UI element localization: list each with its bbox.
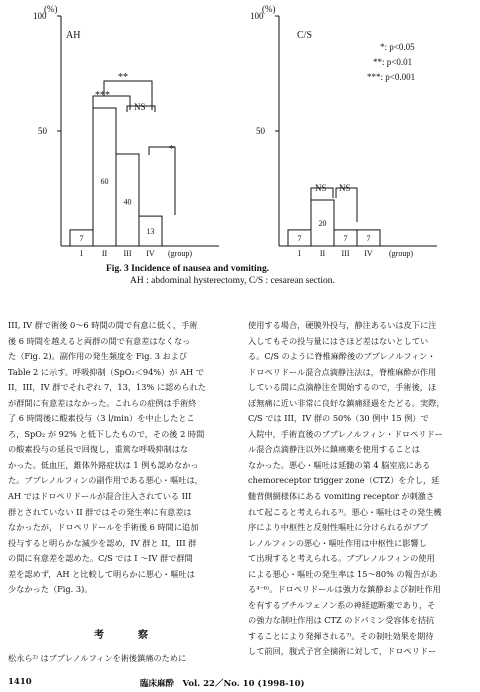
cs-category-label-ii: II [319, 249, 326, 258]
right-column-line: て出現すると考えられる。ブプレノルフィンの使用 [248, 553, 435, 564]
cs-x-suffix: (group) [389, 249, 413, 258]
left-column-line: III, IV 群で術後 0～6 時間の間で有意に低く，手術 [8, 320, 198, 330]
ah-y-unit: (%) [44, 4, 58, 14]
legend-item-3: ***: p<0.001 [367, 72, 416, 82]
right-column-line: る。C/S のように脊椎麻酔後のブプレノルフィン・ [248, 351, 436, 362]
ah-ytick-100: 100 [33, 11, 47, 21]
right-column-line: することにより発揮される⁷⁾。その制吐効果を期待 [248, 630, 434, 641]
right-column-line: ドロペリドール混合点滴静注法は，脊椎麻酔が作用 [248, 366, 437, 377]
page-number: 1410 [8, 677, 32, 687]
right-column-line: 序により中枢性と反射性嘔吐に分けられるがブプ [248, 522, 429, 533]
ah-category-label-ii: II [101, 249, 108, 258]
ah-value-label-iii: 40 [123, 197, 132, 207]
ah-sig-label-1: ** [118, 72, 128, 83]
left-column-line: 投与すると明らかな減少を認め，IV 群と II，III 群 [8, 537, 197, 548]
journal-citation: 臨床麻酔 Vol. 22／No. 10 (1998-10) [140, 679, 305, 689]
significance-legend [367, 42, 415, 82]
right-column [248, 318, 474, 660]
left-column-line: Table 2 に示す。呼吸抑制（SpO₂＜94%）が AH で [8, 366, 204, 377]
left-column-line: なかったが，ドロペリドールを手術後 6 時間に追加 [8, 522, 199, 533]
left-column-line: 後 6 時間を越えると両群の間で有意差はなくなっ [8, 335, 191, 346]
ah-category-label-i: I [80, 249, 83, 258]
left-column-line: 差を認めず，AH と比較して明らかに悪心・嘔吐は [8, 568, 195, 579]
right-column-line: の強力な制吐作用は CTZ のドパミン受容体を拮抗 [248, 615, 435, 626]
left-column-line: た（Fig. 2)。副作用の発生頻度を Fig. 3 および [8, 351, 188, 362]
ah-value-label-iv: 13 [146, 227, 155, 237]
right-column-line: なかった。悪心・嘔吐は延髄の第 4 脳室底にある [248, 459, 431, 470]
cs-category-label-iv: IV [364, 249, 373, 258]
ah-sig-bracket-4 [149, 147, 175, 215]
cs-sig-label-1: NS [315, 183, 327, 193]
left-column-line: AH ではドロペリドールが混合注入されている III [8, 491, 192, 502]
legend-item-2: **: p<0.01 [373, 57, 413, 67]
cs-ytick-100: 100 [250, 11, 264, 21]
cs-ytick-50: 50 [256, 126, 265, 136]
section-heading: 考 察 [94, 630, 160, 641]
left-column-line: ろ，SpO₂ が 92% と低下したもので，その後 2 時間 [8, 428, 205, 439]
cs-sig-bracket-2 [336, 188, 357, 222]
left-column-line: の酸素投与の延長で回復し，重篤な呼吸抑制はな [8, 444, 189, 455]
cs-y-unit: (%) [262, 4, 276, 14]
left-column-line: 群とされていない II 群ではその発生率に有意差は [8, 506, 192, 517]
right-column-line: 入してもその投与量にはさほど差はないとしてい [248, 335, 429, 346]
caption-title: Fig. 3 Incidence of nausea and vomiting. [106, 264, 270, 274]
cs-value-label-i: 7 [297, 233, 302, 243]
cs-category-label-i: I [298, 249, 301, 258]
cs-category-label-iii: III [341, 249, 350, 258]
left-column-line: かった。低血圧，錐体外路症状は 1 例も認めなかっ [8, 459, 199, 470]
ah-category-label-iii: III [123, 249, 132, 258]
left-column [8, 318, 234, 598]
right-column-line: 髄背側網様体にある vomiting receptor が刺激さ [248, 491, 435, 502]
ah-sig-label-2: *** [95, 90, 110, 101]
ah-panel-label: AH [66, 30, 81, 41]
right-column-line: C/S では III，IV 群の 50%（30 例中 15 例）で [248, 413, 429, 424]
right-column-line: ぼ無痛に近い非常に良好な鎮痛経過をたどる。実際， [248, 397, 445, 408]
right-column-line: 入院中，手術直後のブプレノルフィン・ドロペリドー [248, 428, 443, 439]
ah-sig-label-3: NS [134, 102, 146, 112]
ah-sig-label-4: * [169, 144, 174, 155]
right-column-line: して前回，腹式子宮全摘術に対して，ドロペリドー [248, 646, 437, 657]
right-column-line: chemoreceptor trigger zone（CTZ）を介し，延 [248, 475, 440, 486]
figure-3 [0, 0, 480, 262]
right-column-line: している間に点滴静注を開始するので，手術後，ほ [248, 382, 437, 393]
cs-sig-label-2: NS [339, 183, 351, 193]
left-column-line: の間に有意差を認めた。C/S では I ～IV 群で群間 [8, 553, 193, 564]
right-column-line: による悪心・嘔吐の発生率は 15～80% の報告があ [248, 568, 438, 579]
right-column-line: レノルフィンの悪心・嘔吐作用は中枢性に影響し [248, 537, 427, 548]
right-column-line: 使用する場合，硬膜外投与，静注あるいは皮下に注 [248, 320, 437, 330]
left-column-line: 了 6 時間後に酸素投与（3 l/min）を中止したとこ [8, 413, 195, 424]
right-column-line: れて起こると考えられる³⁾。悪心・嘔吐はその発生機 [248, 506, 442, 517]
right-column-line: ル混合点滴静注以外に鎮痛薬を使用することは [248, 444, 420, 455]
left-column-line: が群間に有意差はなかった。これらの症例は手術終 [8, 397, 197, 408]
chart-ah [33, 4, 219, 258]
left-column-line: 少なかった（Fig. 3)。 [8, 584, 93, 595]
ah-ytick-50: 50 [38, 126, 47, 136]
cs-value-label-ii: 20 [318, 219, 327, 228]
legend-item-1: *: p<0.05 [380, 42, 415, 52]
right-column-line: を有するブチルフェノン系の神経遮断薬であり，そ [248, 599, 436, 610]
left-after-heading: 松永ら²⁾ はブプレノルフィンを術後鎮痛のために [8, 653, 187, 663]
ah-value-label-ii: 60 [100, 176, 109, 186]
ah-x-suffix: (group) [168, 249, 192, 258]
ah-value-label-i: 7 [79, 233, 84, 243]
right-column-line: る⁴⁻⁶⁾。ドロペリドールは強力な鎮静および制吐作用 [248, 584, 441, 595]
figure-caption [106, 263, 335, 287]
cs-value-label-iii: 7 [343, 233, 348, 243]
cs-value-label-iv: 7 [366, 233, 371, 243]
caption-legend: AH : abdominal hysterectomy, C/S : cesarean section. [130, 276, 335, 286]
left-column-line: た。ブプレノルフィンの副作用である悪心・嘔吐は， [8, 475, 203, 486]
cs-panel-label: C/S [297, 30, 313, 41]
ah-category-label-iv: IV [146, 249, 155, 258]
left-column-line: II，III，IV 群でそれぞれ 7，13，13% に認められた [8, 382, 206, 393]
